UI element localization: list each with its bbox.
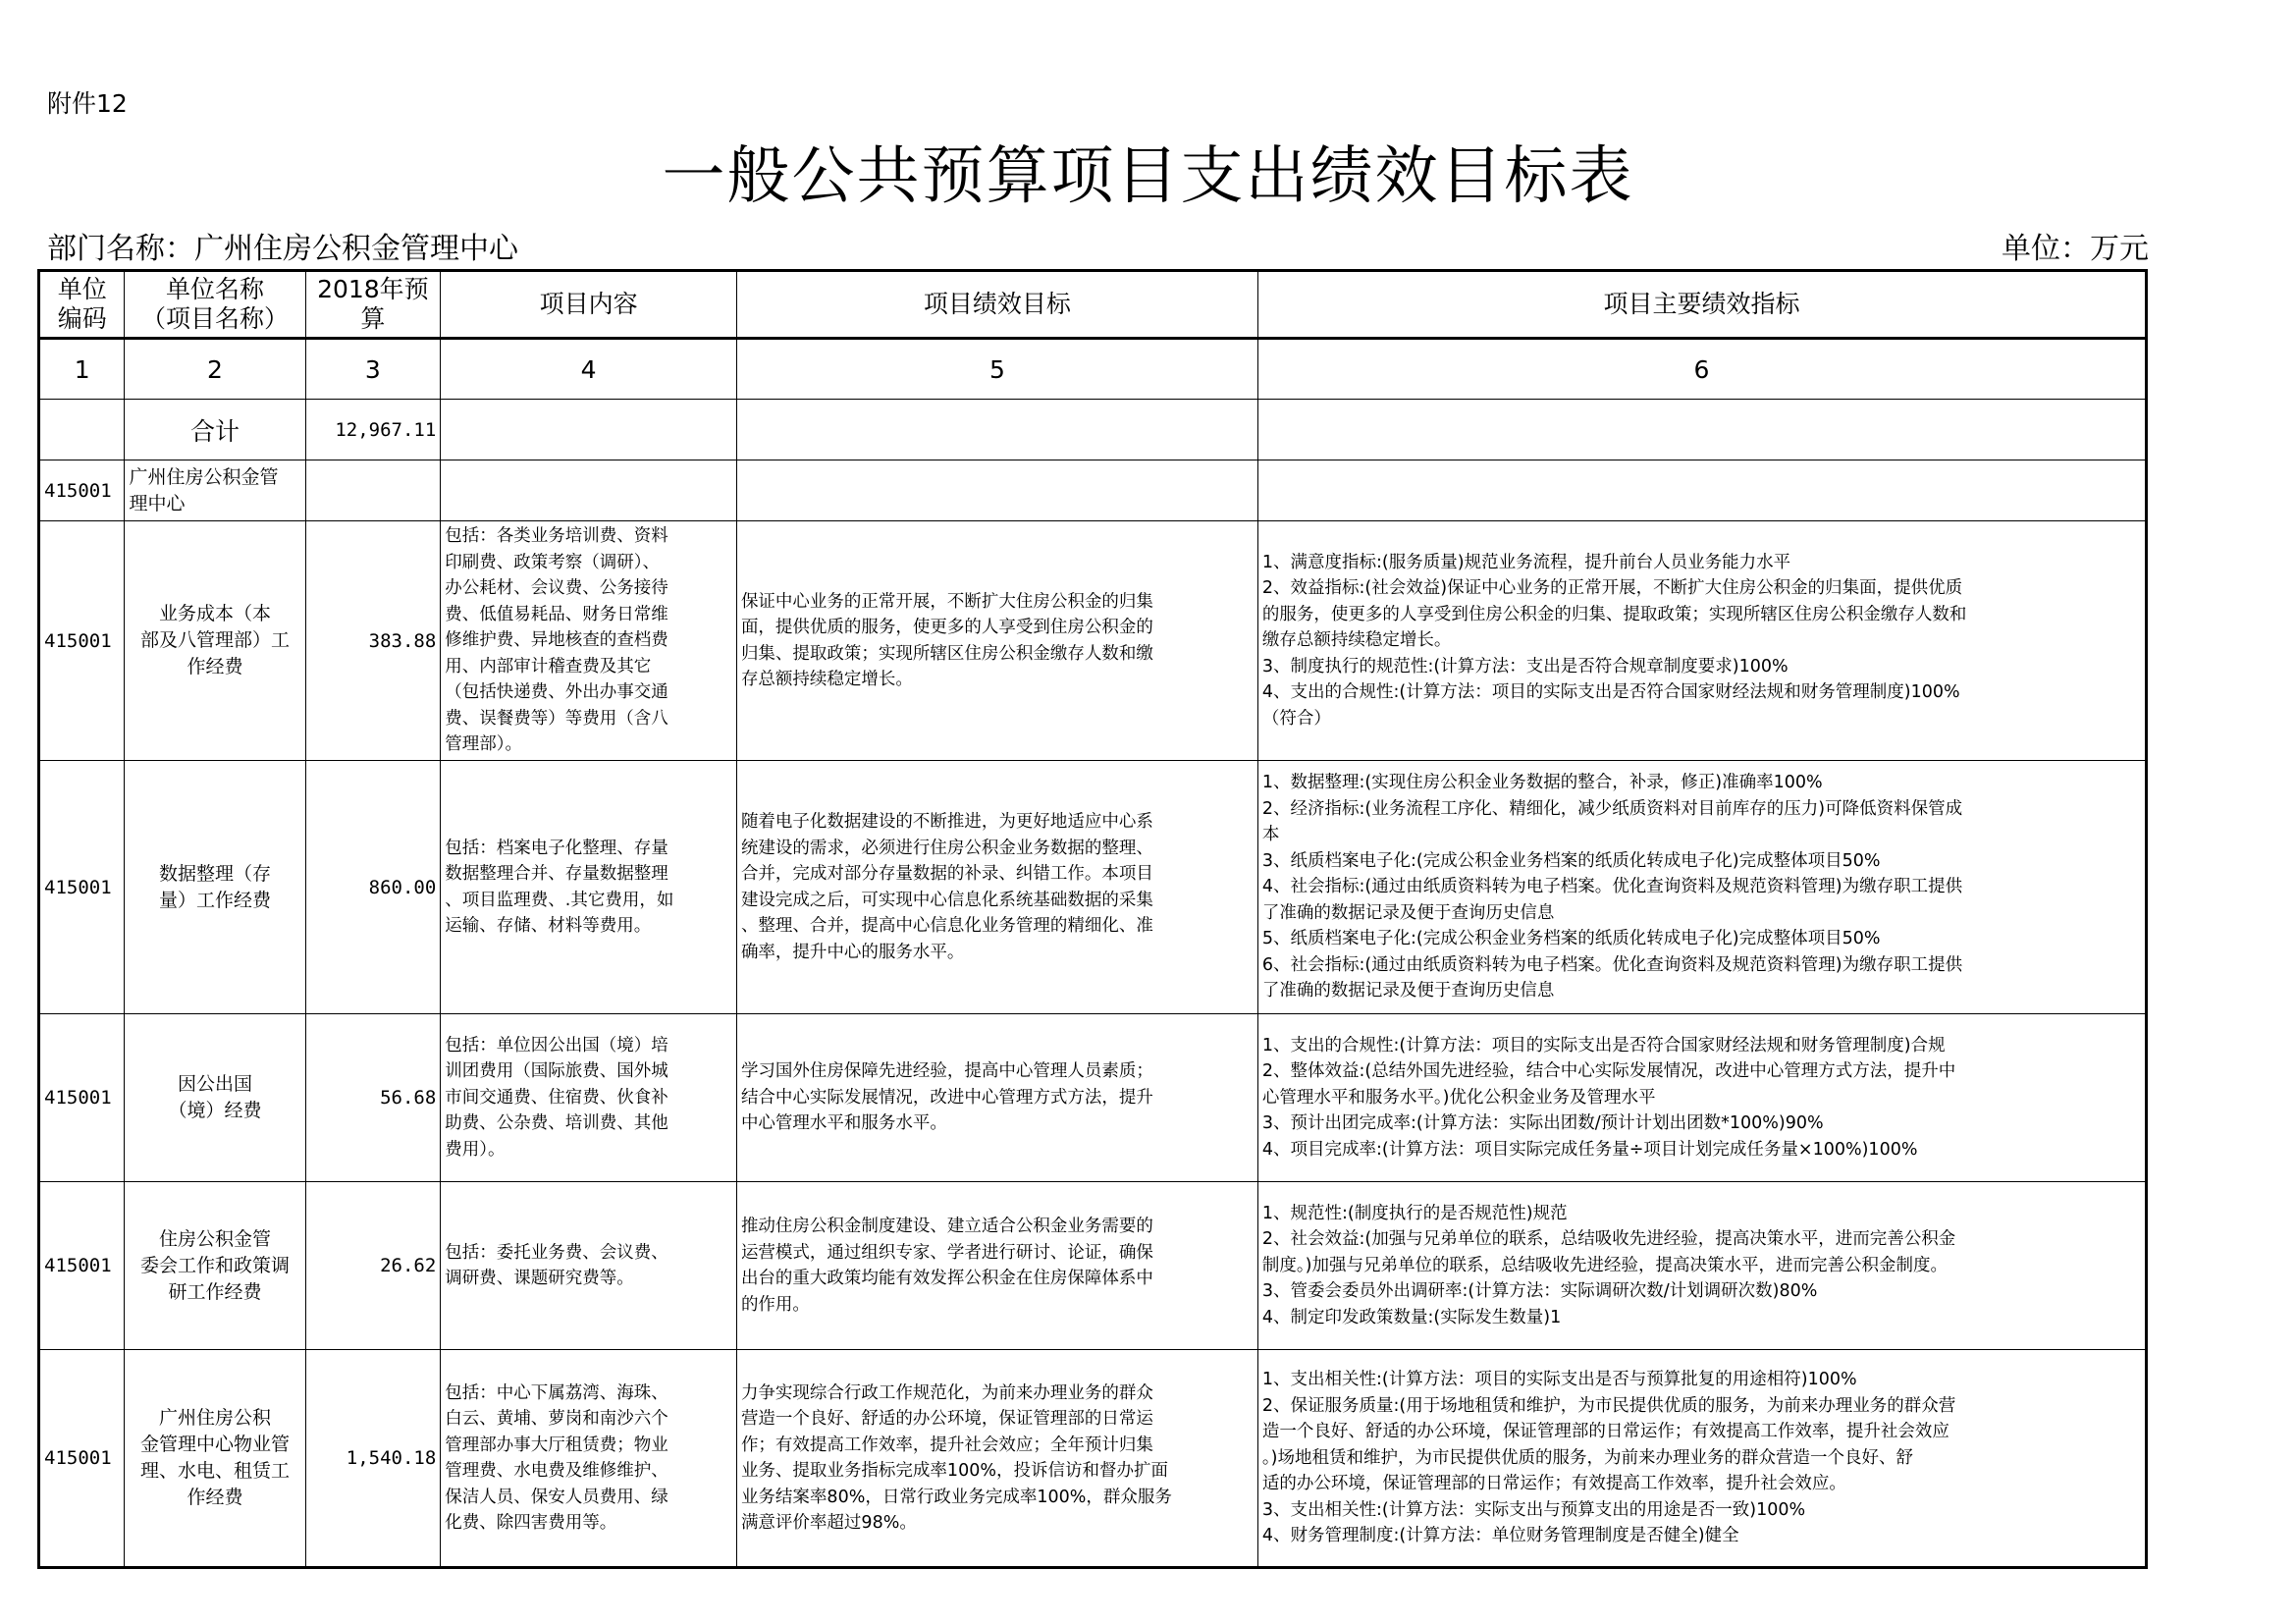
header-content: 项目内容 [441,271,737,339]
project-goal: 随着电子化数据建设的不断推进，为更好地适应中心系 统建设的需求，必须进行住房公积金业务数据的整理、 合并，完成对部分存量数据的补录、纠错工作。本项目 建设完成之后，可实现中心信息化系统基础数据的采集 、整理、合并，提高中心信息化业务管理的精细化、准 确率，提升中心的服务水平。 [736,761,1257,1014]
performance-table [37,269,2148,1569]
project-name: 因公出国 （境）经费 [125,1014,305,1182]
project-content: 包括：单位因公出国（境）培 训团费用（国际旅费、国外城 市间交通费、住宿费、伙食补 助费、公杂费、培训费、其他 费用）。 [441,1014,737,1182]
total-amount: 12,967.11 [305,400,441,460]
column-number: 4 [441,339,737,400]
header-unit-code: 单位 编码 [39,271,125,339]
project-goal: 保证中心业务的正常开展，不断扩大住房公积金的归集 面，提供优质的服务，使更多的人享受到住房公积金的 归集、提取政策；实现所辖区住房公积金缴存人数和缴 存总额持续稳定增长。 [736,521,1257,761]
project-goal: 力争实现综合行政工作规范化，为前来办理业务的群众 营造一个良好、舒适的办公环境，保证管理部的日常运 作；有效提高工作效率，提升社会效应；全年预计归集 业务、提取业务指标完成率100%，投诉信访和督办扩面 业务结案率80%，日常行政业务完成率100%，群众服务 满意评价率超过98%。 [736,1350,1257,1568]
attachment-label: 附件12 [47,89,128,118]
project-code: 415001 [39,521,125,761]
project-goal: 学习国外住房保障先进经验，提高中心管理人员素质； 结合中心实际发展情况，改进中心管理方式方法，提升 中心管理水平和服务水平。 [736,1014,1257,1182]
total-label: 合计 [125,400,305,460]
header-unit-name: 单位名称 （项目名称） [125,271,305,339]
project-code: 415001 [39,1182,125,1350]
project-name: 业务成本（本 部及八管理部）工 作经费 [125,521,305,761]
project-code: 415001 [39,1350,125,1568]
empty-cell [441,400,737,460]
project-content: 包括：档案电子化整理、存量 数据整理合并、存量数据整理 、项目监理费、.其它费用，如 运输、存储、材料等费用。 [441,761,737,1014]
project-indicators: 1、支出相关性:(计算方法：项目的实际支出是否与预算批复的用途相符)100% 2、保证服务质量:(用于场地租赁和维护，为市民提供优质的服务，为前来办理业务的群众营 造一个良好、舒适的办公环境，保证管理部的日常运作；有效提高工作效率，提升社会效应 。)场地租赁和维护，为市民提供优质的服务，为前来办理业务的群众营造一个良好、舒 适的办公环境，保证管理部的日常运作；有效提高工作效率，提升社会效应。 3、支出相关性:(计算方法：实际支出与预算支出的用途是否一致)100% 4、财务管理制度:(计算方法：单位财务管理制度是否健全)健全 [1257,1350,2146,1568]
header-indicators: 项目主要绩效指标 [1257,271,2146,339]
empty-cell [1257,400,2146,460]
unit-row [39,460,2147,521]
project-indicators: 1、支出的合规性:(计算方法：项目的实际支出是否符合国家财经法规和财务管理制度)合规 2、整体效益:(总结外国先进经验，结合中心实际发展情况，改进中心管理方式方法，提升中 心管理水平和服务水平。)优化公积金业务及管理水平 3、预计出团完成率:(计算方法：实际出团数/预计计划出团数*100%)90% 4、项目完成率:(计算方法：项目实际完成任务量÷项目计划完成任务量×100%)100% [1257,1014,2146,1182]
project-budget: 56.68 [305,1014,441,1182]
column-number: 1 [39,339,125,400]
project-budget: 860.00 [305,761,441,1014]
unit-code: 415001 [39,460,125,521]
project-budget: 383.88 [305,521,441,761]
project-content: 包括：委托业务费、会议费、 调研费、课题研究费等。 [441,1182,737,1350]
empty-cell [1257,460,2146,521]
project-row [39,1350,2147,1568]
project-row [39,1182,2147,1350]
header-row [39,271,2147,339]
column-number: 3 [305,339,441,400]
column-number: 5 [736,339,1257,400]
empty-cell [736,400,1257,460]
total-code-cell [39,400,125,460]
project-name: 住房公积金管 委会工作和政策调 研工作经费 [125,1182,305,1350]
project-row [39,1014,2147,1182]
project-budget: 26.62 [305,1182,441,1350]
page-title: 一般公共预算项目支出绩效目标表 [662,140,1634,213]
unit-label: 单位：万元 [2002,232,2149,266]
empty-cell [736,460,1257,521]
empty-cell [305,460,441,521]
column-number: 2 [125,339,305,400]
project-budget: 1,540.18 [305,1350,441,1568]
project-code: 415001 [39,1014,125,1182]
header-budget: 2018年预 算 [305,271,441,339]
project-row [39,761,2147,1014]
project-row [39,521,2147,761]
project-indicators: 1、数据整理:(实现住房公积金业务数据的整合，补录，修正)准确率100% 2、经济指标:(业务流程工序化、精细化，减少纸质资料对目前库存的压力)可降低资料保管成 本 3、纸质档案电子化:(完成公积金业务档案的纸质化转成电子化)完成整体项目50% 4、社会指标:(通过由纸质资料转为电子档案。优化查询资料及规范资料管理)为缴存职工提供 了准确的数据记录及便于查询历史信息 5、纸质档案电子化:(完成公积金业务档案的纸质化转成电子化)完成整体项目50% 6、社会指标:(通过由纸质资料转为电子档案。优化查询资料及规范资料管理)为缴存职工提供 了准确的数据记录及便于查询历史信息 [1257,761,2146,1014]
header-goal: 项目绩效目标 [736,271,1257,339]
project-indicators: 1、规范性:(制度执行的是否规范性)规范 2、社会效益:(加强与兄弟单位的联系，总结吸收先进经验，提高决策水平，进而完善公积金 制度。)加强与兄弟单位的联系，总结吸收先进经验，提高决策水平，进而完善公积金制度。 3、管委会委员外出调研率:(计算方法：实际调研次数/计划调研次数)80% 4、制定印发政策数量:(实际发生数量)1 [1257,1182,2146,1350]
total-row [39,400,2147,460]
project-name: 数据整理（存 量）工作经费 [125,761,305,1014]
column-number: 6 [1257,339,2146,400]
project-indicators: 1、满意度指标:(服务质量)规范业务流程，提升前台人员业务能力水平 2、效益指标:(社会效益)保证中心业务的正常开展，不断扩大住房公积金的归集面，提供优质 的服务，使更多的人享受到住房公积金的归集、提取政策；实现所辖区住房公积金缴存人数和 缴存总额持续稳定增长。 3、制度执行的规范性:(计算方法：支出是否符合规章制度要求)100% 4、支出的合规性:(计算方法：项目的实际支出是否符合国家财经法规和财务管理制度)100% （符合） [1257,521,2146,761]
column-number-row [39,339,2147,400]
project-goal: 推动住房公积金制度建设、建立适合公积金业务需要的 运营模式，通过组织专家、学者进行研讨、论证，确保 出台的重大政策均能有效发挥公积金在住房保障体系中 的作用。 [736,1182,1257,1350]
empty-cell [441,460,737,521]
project-name: 广州住房公积 金管理中心物业管 理、水电、租赁工 作经费 [125,1350,305,1568]
project-code: 415001 [39,761,125,1014]
department-name: 部门名称：广州住房公积金管理中心 [47,232,518,266]
unit-name: 广州住房公积金管 理中心 [125,460,305,521]
project-content: 包括：中心下属荔湾、海珠、 白云、黄埔、萝岗和南沙六个 管理部办事大厅租赁费；物业 管理费、水电费及维修维护、 保洁人员、保安人员费用、绿 化费、除四害费用等。 [441,1350,737,1568]
project-content: 包括：各类业务培训费、资料 印刷费、政策考察（调研）、 办公耗材、会议费、公务接待 费、低值易耗品、财务日常维 修维护费、异地核查的查档费 用、内部审计稽查费及其它 （包括快递费、外出办事交通 费、误餐费等）等费用（含八 管理部）。 [441,521,737,761]
